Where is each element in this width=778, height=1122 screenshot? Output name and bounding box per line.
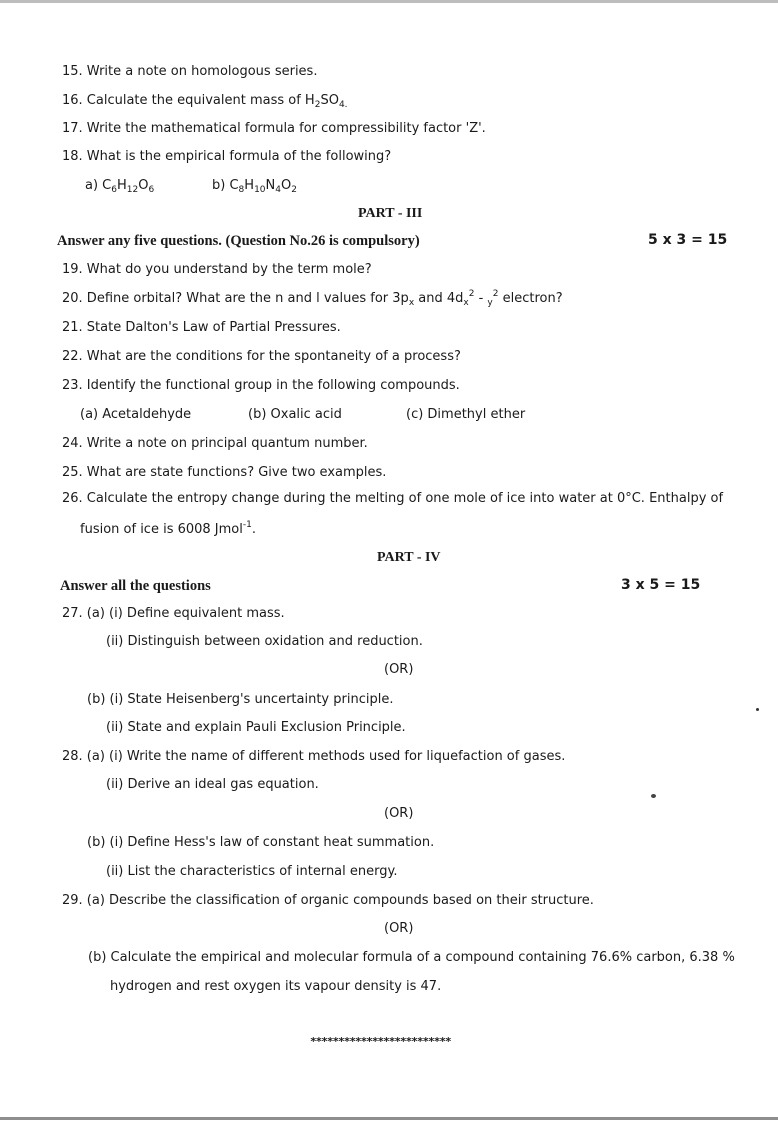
question-18-option-b: b) $C_8H_{10}N_4O_2$ <box>212 178 297 195</box>
scan-edge-bottom <box>0 1117 778 1120</box>
question-20: 20. Define orbital? What are the n and l values for $3p_x$ and $4d_x^2 - _y^2$ electron? <box>62 289 563 308</box>
question-19: 19. What do you understand by the term mole? <box>62 262 372 277</box>
question-17: 17. Write the mathematical formula for compressibility factor 'Z'. <box>62 121 486 136</box>
scan-edge-top <box>0 0 778 3</box>
question-27b-i: (b) (i) State Heisenberg's uncertainty principle. <box>87 692 394 707</box>
question-15: 15. Write a note on homologous series. <box>62 64 318 79</box>
question-27a-ii: (ii) Distinguish between oxidation and reduction. <box>106 634 423 649</box>
part-3-title: PART - III <box>358 206 423 221</box>
question-23-option-a: (a) Acetaldehyde <box>80 407 192 422</box>
or-separator-28: (OR) <box>384 806 414 821</box>
part-4-marks: 3 x 5 = 15 <box>621 577 701 593</box>
part-3-instruction: Answer any five questions. (Question No.26 is compulsory) <box>57 233 420 249</box>
part-4-instruction: Answer all the questions <box>60 578 211 594</box>
part-3-marks: 5 x 3 = 15 <box>648 232 728 248</box>
question-28b-i: (b) (i) Define Hess's law of constant heat summation. <box>87 835 435 850</box>
or-separator-27: (OR) <box>384 662 414 677</box>
end-of-paper-marker: ************************* <box>310 1035 451 1048</box>
or-separator-29: (OR) <box>384 921 414 936</box>
scan-speck <box>651 794 656 798</box>
scan-speck <box>756 708 759 711</box>
question-23-option-b: (b) Oxalic acid <box>248 407 342 422</box>
question-23-option-c: (c) Dimethyl ether <box>406 407 526 422</box>
question-24: 24. Write a note on principal quantum number. <box>62 436 368 451</box>
question-16: 16. Calculate the equivalent mass of $H_2SO_{4.}$ <box>62 93 348 110</box>
question-29b-line-2: hydrogen and rest oxygen its vapour density is 47. <box>110 979 442 994</box>
question-27b-ii: (ii) State and explain Pauli Exclusion Principle. <box>106 720 406 735</box>
question-28a-i: 28. (a) (i) Write the name of different methods used for liquefaction of gases. <box>62 749 566 764</box>
part-4-title: PART - IV <box>377 550 441 565</box>
question-29b-line-1: (b) Calculate the empirical and molecular formula of a compound containing 76.6% carbon, 6.38 % <box>88 950 735 965</box>
question-21: 21. State Dalton's Law of Partial Pressures. <box>62 320 341 335</box>
question-28b-ii: (ii) List the characteristics of internal energy. <box>106 864 398 879</box>
question-26-line-2: fusion of ice is 6008 Jmol$^{-1}$. <box>80 520 256 537</box>
question-27a-i: 27. (a) (i) Define equivalent mass. <box>62 606 285 621</box>
question-26-line-1: 26. Calculate the entropy change during the melting of one mole of ice into water at 0°C. Enthalpy of <box>62 491 724 506</box>
question-28a-ii: (ii) Derive an ideal gas equation. <box>106 777 319 792</box>
question-23: 23. Identify the functional group in the following compounds. <box>62 378 460 393</box>
question-18: 18. What is the empirical formula of the following? <box>62 149 392 164</box>
question-22: 22. What are the conditions for the spontaneity of a process? <box>62 349 461 364</box>
question-29a: 29. (a) Describe the classification of organic compounds based on their structure. <box>62 893 594 908</box>
question-18-option-a: a) $C_6H_{12}O_6$ <box>85 178 155 195</box>
question-25: 25. What are state functions? Give two examples. <box>62 465 387 480</box>
